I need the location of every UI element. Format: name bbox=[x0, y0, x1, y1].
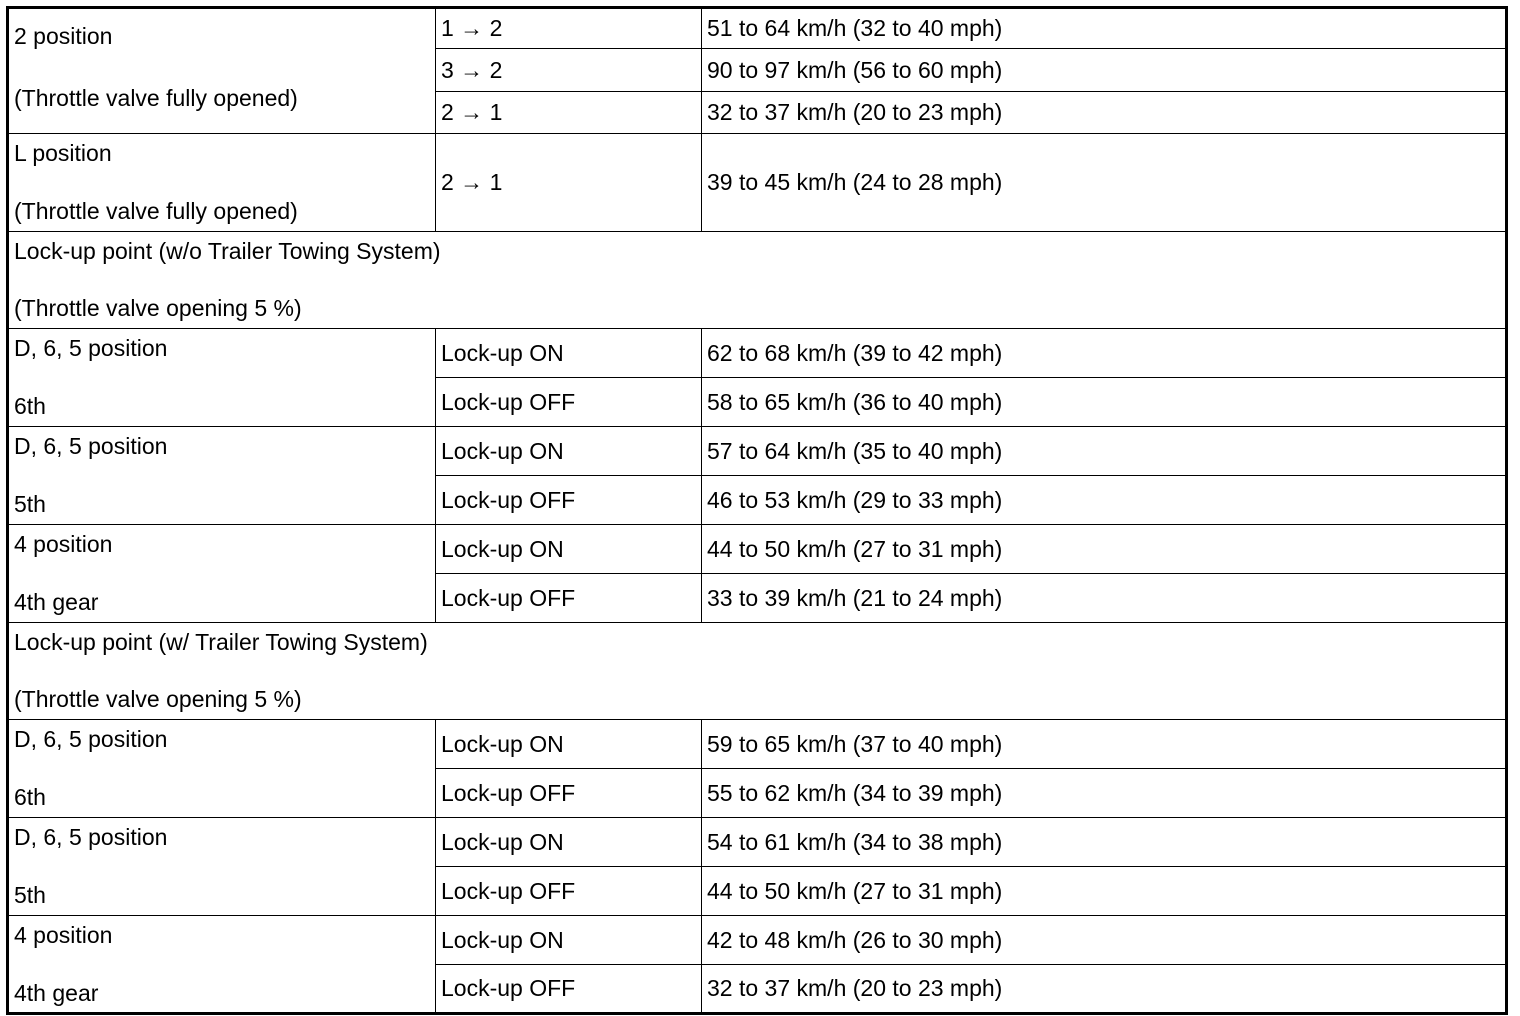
table-row bbox=[8, 818, 1507, 867]
position-name: 4 position bbox=[14, 922, 113, 948]
lockup-state-cell: Lock-up OFF bbox=[436, 378, 702, 427]
speed-cell: 59 to 65 km/h (37 to 40 mph) bbox=[702, 720, 1507, 769]
speed-cell: 44 to 50 km/h (27 to 31 mph) bbox=[702, 867, 1507, 916]
lockup-state-cell: Lock-up ON bbox=[436, 427, 702, 476]
table-row bbox=[8, 8, 1507, 49]
position-name: D, 6, 5 position bbox=[14, 726, 168, 752]
table-row bbox=[8, 329, 1507, 378]
lockup-state-cell: Lock-up ON bbox=[436, 525, 702, 574]
gear-name: 5th bbox=[14, 881, 46, 908]
speed-cell: 55 to 62 km/h (34 to 39 mph) bbox=[702, 769, 1507, 818]
gear-name: 6th bbox=[14, 783, 46, 810]
position-name: D, 6, 5 position bbox=[14, 433, 168, 459]
speed-cell: 44 to 50 km/h (27 to 31 mph) bbox=[702, 525, 1507, 574]
speed-cell: 32 to 37 km/h (20 to 23 mph) bbox=[702, 965, 1507, 1014]
position-label-cell bbox=[8, 525, 436, 623]
gear-name: 6th bbox=[14, 392, 46, 419]
shift-cell: 2 → 1 bbox=[436, 134, 702, 232]
lockup-state-cell: Lock-up OFF bbox=[436, 965, 702, 1014]
position-label-cell bbox=[8, 916, 436, 1014]
position-label-cell bbox=[8, 329, 436, 427]
table-row bbox=[8, 427, 1507, 476]
table-row bbox=[8, 720, 1507, 769]
position-name: L position bbox=[14, 140, 112, 166]
section-title: Lock-up point (w/o Trailer Towing System) bbox=[14, 238, 441, 264]
lockup-state-cell: Lock-up ON bbox=[436, 720, 702, 769]
shift-cell: 1 → 2 bbox=[436, 8, 702, 49]
table-row bbox=[8, 916, 1507, 965]
gear-name: 5th bbox=[14, 490, 46, 517]
speed-cell: 54 to 61 km/h (34 to 38 mph) bbox=[702, 818, 1507, 867]
position-label-cell bbox=[8, 818, 436, 916]
position-label-cell bbox=[8, 720, 436, 818]
speed-cell: 46 to 53 km/h (29 to 33 mph) bbox=[702, 476, 1507, 525]
speed-cell: 62 to 68 km/h (39 to 42 mph) bbox=[702, 329, 1507, 378]
lockup-state-cell: Lock-up OFF bbox=[436, 574, 702, 623]
speed-cell: 90 to 97 km/h (56 to 60 mph) bbox=[702, 49, 1507, 91]
speed-cell: 39 to 45 km/h (24 to 28 mph) bbox=[702, 134, 1507, 232]
section-heading-row bbox=[8, 232, 1507, 329]
speed-cell: 33 to 39 km/h (21 to 24 mph) bbox=[702, 574, 1507, 623]
speed-cell: 57 to 64 km/h (35 to 40 mph) bbox=[702, 427, 1507, 476]
gear-name: 4th gear bbox=[14, 979, 99, 1006]
lockup-state-cell: Lock-up ON bbox=[436, 329, 702, 378]
table-row bbox=[8, 525, 1507, 574]
lockup-state-cell: Lock-up ON bbox=[436, 916, 702, 965]
lockup-state-cell: Lock-up ON bbox=[436, 818, 702, 867]
speed-cell: 51 to 64 km/h (32 to 40 mph) bbox=[702, 8, 1507, 49]
throttle-condition: (Throttle valve fully opened) bbox=[14, 84, 298, 111]
table-row bbox=[8, 134, 1507, 232]
shift-point-table bbox=[6, 6, 1508, 1015]
position-name: D, 6, 5 position bbox=[14, 824, 168, 850]
position-name: D, 6, 5 position bbox=[14, 335, 168, 361]
position-label-cell bbox=[8, 8, 436, 134]
speed-cell: 32 to 37 km/h (20 to 23 mph) bbox=[702, 91, 1507, 133]
lockup-state-cell: Lock-up OFF bbox=[436, 476, 702, 525]
position-label-cell bbox=[8, 427, 436, 525]
position-name: 4 position bbox=[14, 531, 113, 557]
section-heading bbox=[8, 232, 1507, 329]
position-label-cell bbox=[8, 134, 436, 232]
position-name: 2 position bbox=[14, 23, 113, 49]
gear-name: 4th gear bbox=[14, 588, 99, 615]
lockup-state-cell: Lock-up OFF bbox=[436, 867, 702, 916]
section-condition: (Throttle valve opening 5 %) bbox=[14, 685, 302, 712]
section-condition: (Throttle valve opening 5 %) bbox=[14, 294, 302, 321]
section-heading-row bbox=[8, 623, 1507, 720]
shift-cell: 3 → 2 bbox=[436, 49, 702, 91]
section-heading bbox=[8, 623, 1507, 720]
section-title: Lock-up point (w/ Trailer Towing System) bbox=[14, 629, 428, 655]
shift-cell: 2 → 1 bbox=[436, 91, 702, 133]
speed-cell: 58 to 65 km/h (36 to 40 mph) bbox=[702, 378, 1507, 427]
lockup-state-cell: Lock-up OFF bbox=[436, 769, 702, 818]
speed-cell: 42 to 48 km/h (26 to 30 mph) bbox=[702, 916, 1507, 965]
throttle-condition: (Throttle valve fully opened) bbox=[14, 197, 298, 224]
